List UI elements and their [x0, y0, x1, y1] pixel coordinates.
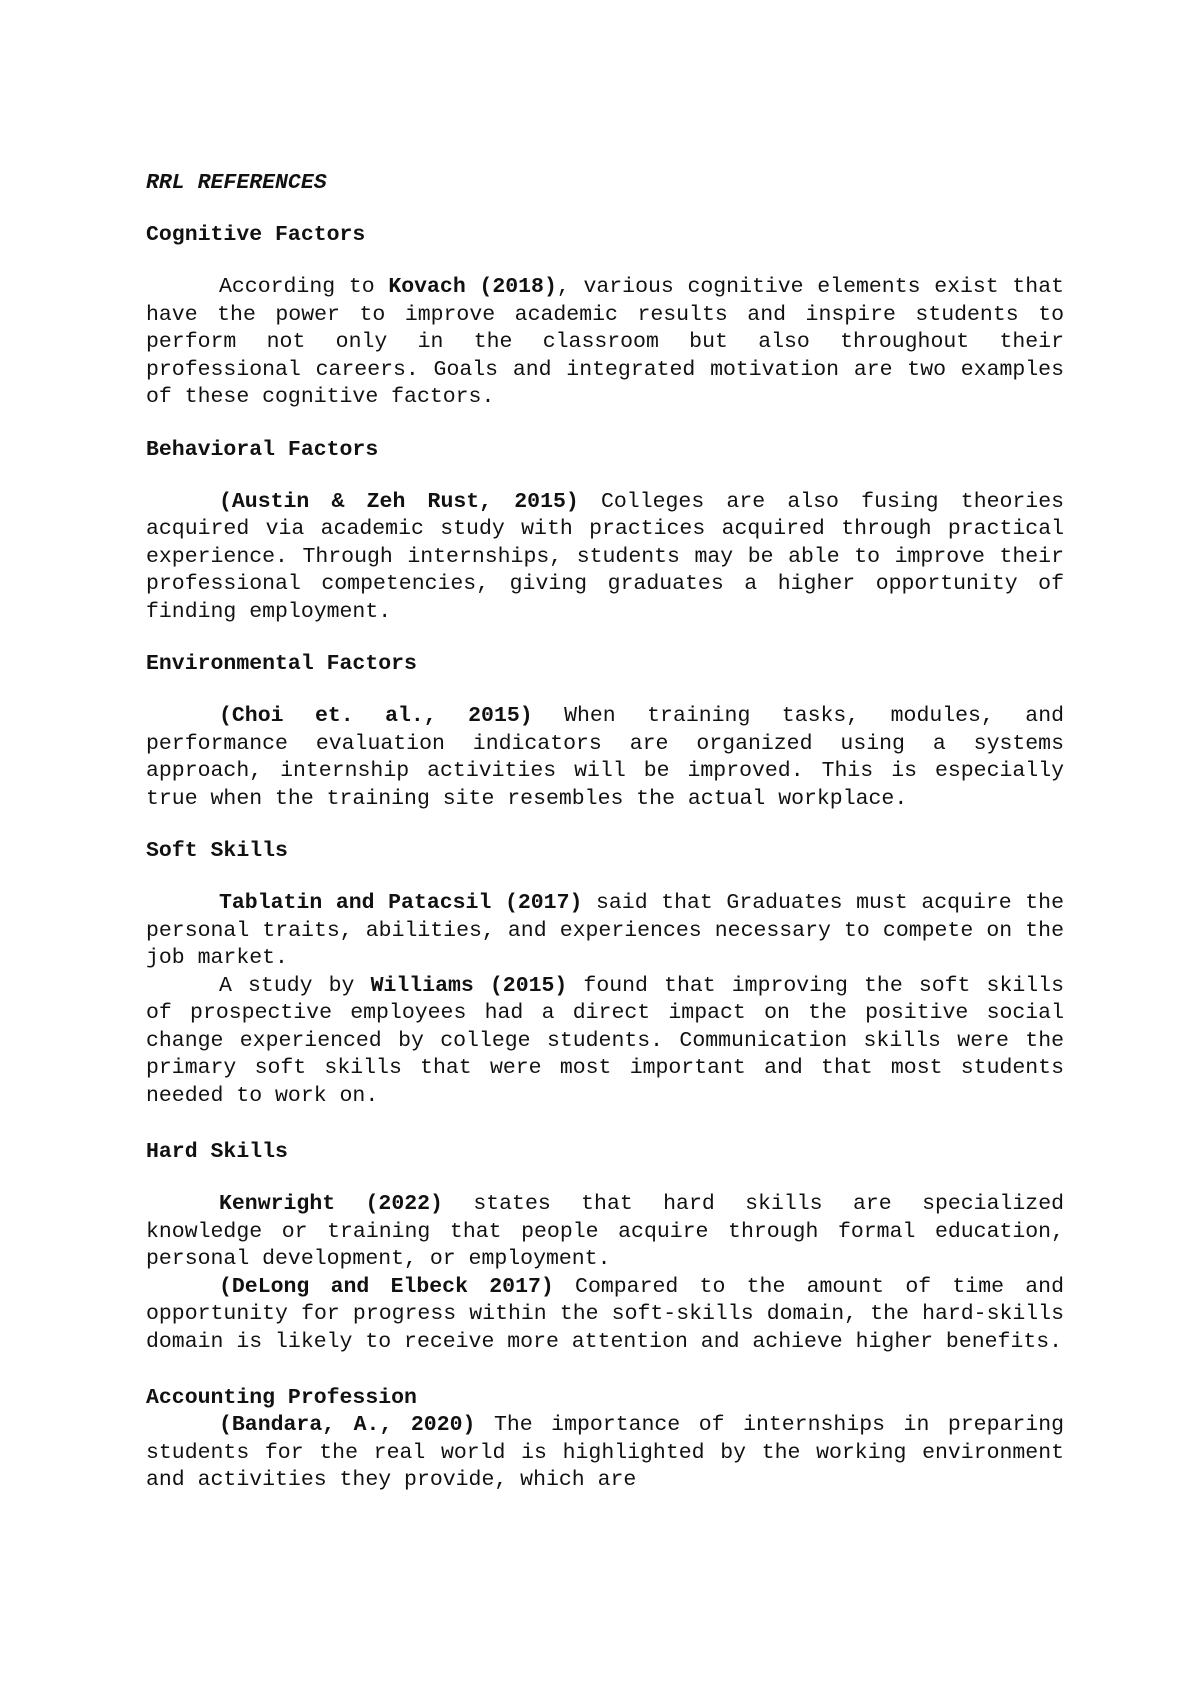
section-heading: Hard Skills — [146, 1140, 288, 1164]
paragraph-text: found that improving the soft skills of prospective employees had a direct impact on the positive social change experienced by college students. Communication skills were the primary soft skills that were most important and that most students needed to work on. — [146, 973, 1064, 1108]
section-cognitive-factors — [146, 222, 1064, 412]
paragraph-text: states that hard skills are specialized knowledge or training that people acquire through formal education, personal development, or employment. — [146, 1192, 1064, 1271]
paragraph-text: When training tasks, modules, and performance evaluation indicators are organized using a systems approach, internship activities will be improved. This is especially true when the training site resembles the actual workplace. — [146, 704, 1065, 811]
citation: (DeLong and Elbeck 2017) — [219, 1274, 554, 1299]
paragraph — [146, 973, 1064, 1111]
paragraph — [146, 489, 1064, 627]
paragraph — [146, 703, 1064, 813]
citation: Williams (2015) — [370, 973, 568, 998]
section-heading: Cognitive Factors — [146, 223, 366, 247]
section-heading: Accounting Profession — [146, 1386, 417, 1410]
citation: (Austin & Zeh Rust, 2015) — [219, 489, 579, 514]
paragraph-lead: According to — [219, 275, 389, 299]
document-title: RRL REFERENCES — [146, 171, 327, 195]
citation: Kenwright (2022) — [219, 1192, 443, 1216]
paragraph — [146, 1412, 1064, 1495]
section-heading: Behavioral Factors — [146, 437, 379, 462]
paragraph-lead: A study by — [219, 973, 371, 998]
paragraph-text: , various cognitive elements exist that have the power to improve academic results and inspire students to perform not only in the classroom but also throughout their professional careers. Goals and integrated motivation are two examples of these cognitive factors. — [146, 275, 1065, 409]
section-heading: Soft Skills — [146, 839, 288, 863]
paragraph — [146, 274, 1064, 412]
citation: (Bandara, A., 2020) — [219, 1413, 476, 1437]
paragraph-text: The importance of internships in preparing students for the real world is highlighted by the working environment and activities they provide, which are — [146, 1413, 1064, 1492]
section-accounting-profession — [146, 1385, 1064, 1495]
paragraph — [146, 1274, 1064, 1357]
section-hard-skills — [146, 1139, 1064, 1356]
paragraph-text: Compared to the amount of time and opportunity for progress within the soft-skills domain, the hard-skills domain is likely to receive more attention and achieve higher benefits. — [146, 1274, 1064, 1354]
paragraph — [146, 1191, 1064, 1274]
paragraph — [146, 890, 1064, 973]
citation: Tablatin and Patacsil (2017) — [219, 891, 583, 915]
section-soft-skills — [146, 838, 1064, 1110]
section-heading: Environmental Factors — [146, 652, 417, 676]
paragraph-text: said that Graduates must acquire the personal traits, abilities, and experiences necessary to compete on the job market. — [146, 891, 1064, 970]
section-behavioral-factors — [146, 437, 1064, 627]
section-environmental-factors — [146, 651, 1064, 813]
citation: (Choi et. al., 2015) — [219, 704, 533, 728]
paragraph-text: Colleges are also fusing theories acquired via academic study with practices acquired through practical experience. Through internships, students may be able to improve their professional competencies, giving graduates a higher opportunity of finding employment. — [146, 489, 1065, 624]
citation: Kovach (2018) — [388, 275, 557, 299]
